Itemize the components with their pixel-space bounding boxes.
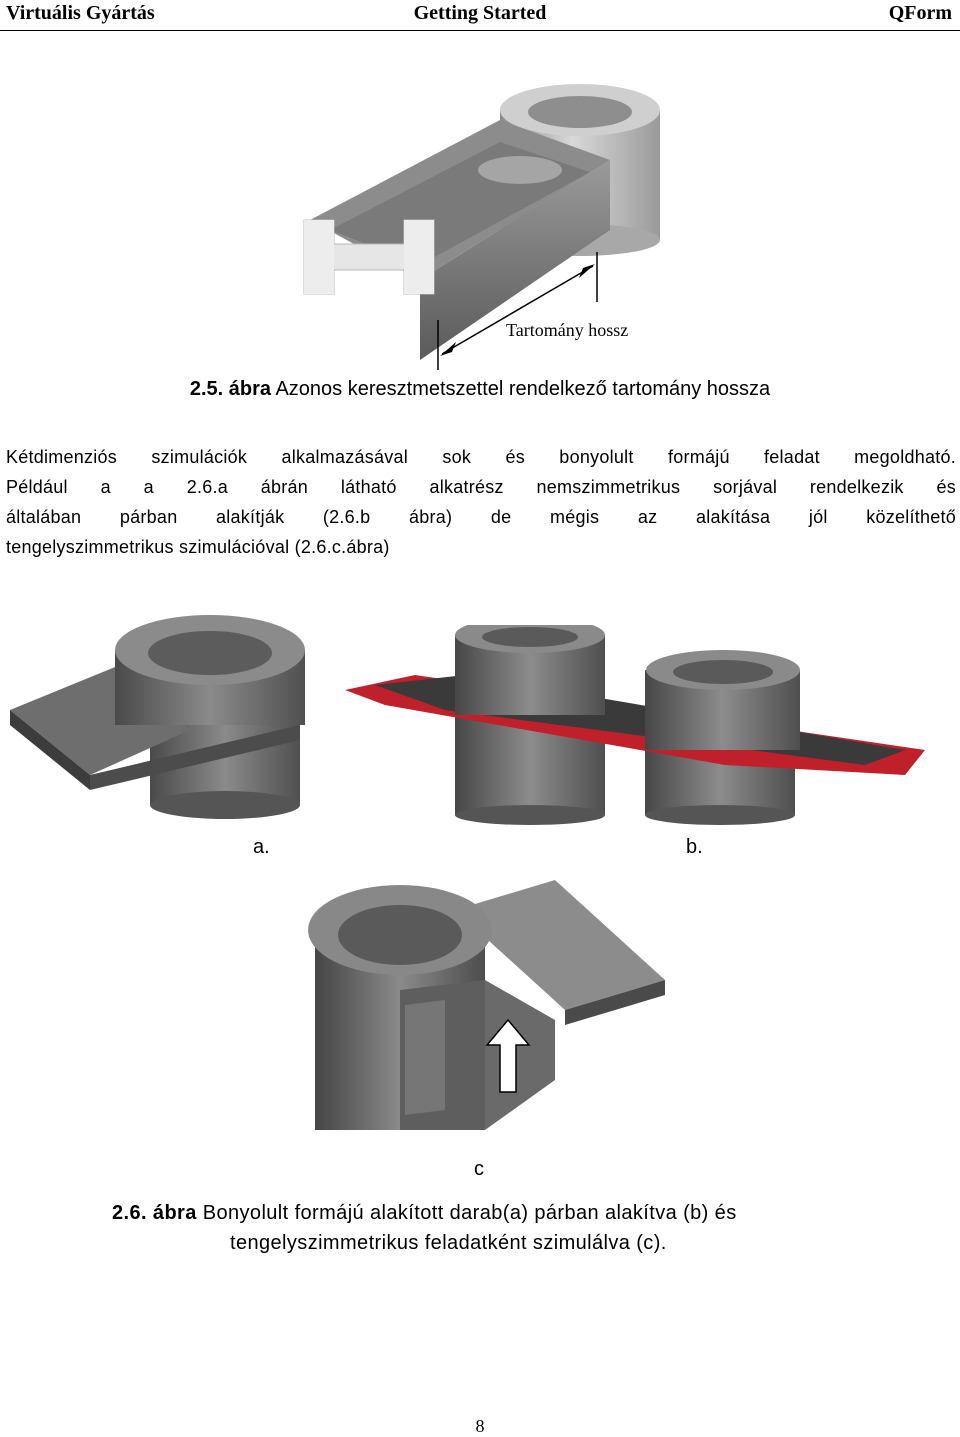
- paragraph-line-1: Kétdimenziós szimulációk alkalmazásával sok és bonyolult formájú feladat megoldható.: [6, 447, 956, 467]
- figure-2-6-caption-line-2: tengelyszimmetrikus feladatként szimulálva (c).: [230, 1232, 667, 1254]
- figure-2-6b-image: [345, 625, 925, 825]
- figure-2-5-image: [290, 80, 690, 370]
- page-header: [0, 0, 960, 31]
- paragraph-line-4: tengelyszimmetrikus szimulációval (2.6.c.ábra): [6, 537, 390, 557]
- body-paragraph: [6, 442, 956, 562]
- header-center: Getting Started: [413, 2, 547, 24]
- figure-2-5-caption: [0, 378, 960, 401]
- header-right: QForm: [888, 2, 952, 24]
- figure-2-6a-image: [0, 605, 330, 820]
- figure-2-6c-image: [295, 870, 675, 1150]
- paragraph-line-2: Például a a 2.6.a ábrán látható alkatrész nemszimmetrikus sorjával rendelkezik és: [6, 477, 956, 497]
- figure-2-5-caption-text: Azonos keresztmetszettel rendelkező tartomány hossza: [275, 378, 771, 400]
- figure-2-5-caption-number: 2.5. ábra: [189, 378, 272, 400]
- header-left: Virtuális Gyártás: [6, 2, 155, 24]
- dimension-label: Tartomány hossz: [506, 320, 629, 340]
- figure-2-6-caption: [112, 1198, 737, 1258]
- figure-2-6-caption-number: 2.6. ábra: [112, 1202, 197, 1224]
- label-b: b.: [686, 836, 703, 858]
- page-number: 8: [475, 1416, 485, 1436]
- figure-2-6-caption-line-1: Bonyolult formájú alakított darab(a) párban alakítva (b) és: [202, 1202, 737, 1224]
- label-a: a.: [253, 836, 270, 858]
- label-c: c: [474, 1158, 484, 1180]
- paragraph-line-3: általában párban alakítják (2.6.b ábra) de mégis az alakítása jól közelíthető: [6, 507, 956, 527]
